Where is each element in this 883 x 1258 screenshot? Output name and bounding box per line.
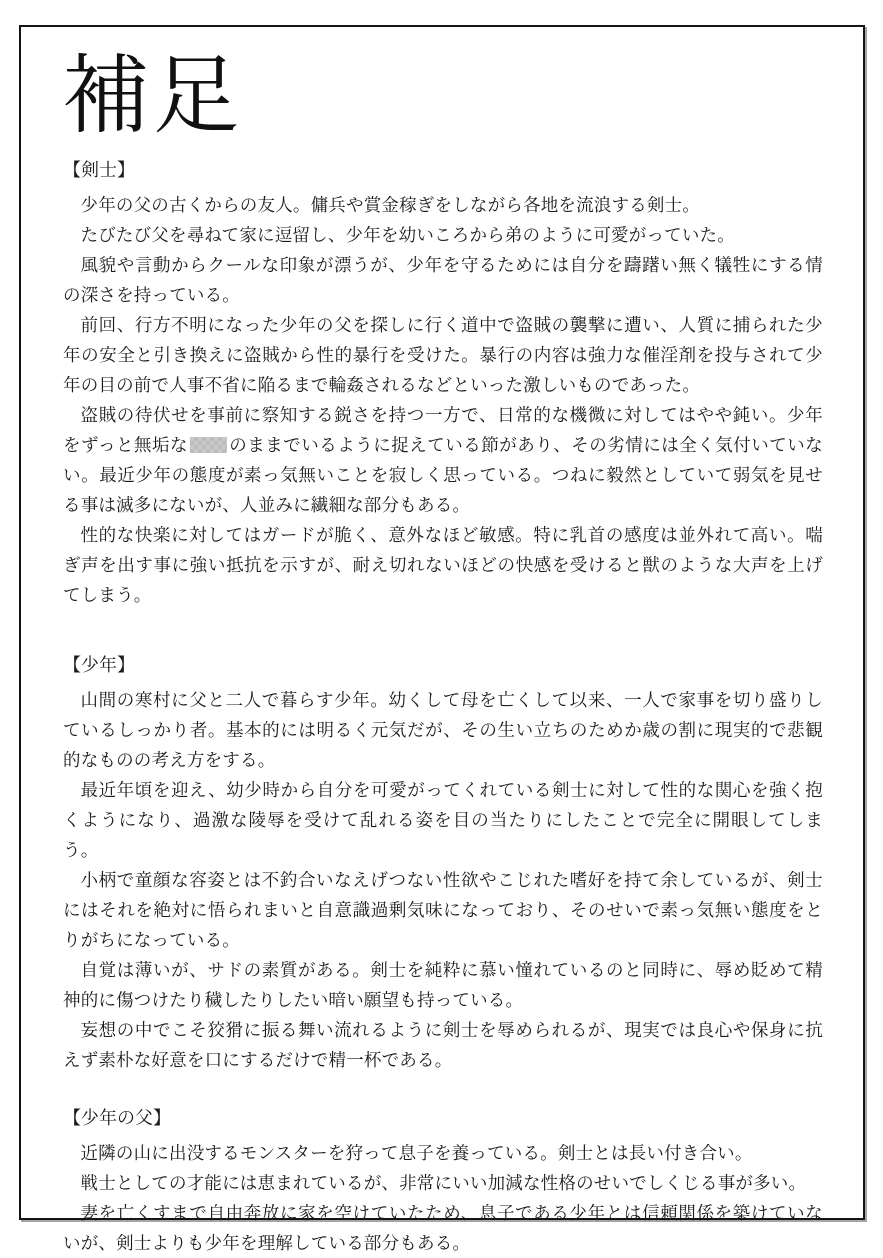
- page-title: 補足: [63, 48, 243, 144]
- paragraph: 最近年頃を迎え、幼少時から自分を可愛がってくれている剣士に対して性的な関心を強く抱くようになり、過激な陵辱を受けて乱れる姿を目の当たりにしたことで完全に開眼してしまう。: [63, 780, 823, 860]
- paragraph: 妄想の中でこそ狡猾に振る舞い流れるように剣士を辱められるが、現実では良心や保身に抗えず素朴な好意を口にするだけで精一杯である。: [63, 1020, 823, 1070]
- paragraph-with-censor: [63, 400, 823, 520]
- paragraph: 性的な快楽に対してはガードが脆く、意外なほど敏感。特に乳首の感度は並外れて高い。喘ぎ声を出す事に強い抵抗を示すが、耐え切れないほどの快感を受けると獣のような大声を上げてしまう。: [63, 525, 823, 605]
- paragraph: 自覚は薄いが、サドの素質がある。剣士を純粋に慕い憧れているのと同時に、辱め貶めて精神的に傷つけたり穢したりしたい暗い願望も持っている。: [63, 960, 823, 1010]
- paragraph: 妻を亡くすまで自由奔放に家を空けていたため、息子である少年とは信頼関係を築けていないが、剣士よりも少年を理解している部分もある。: [63, 1203, 823, 1253]
- paragraph: 風貌や言動からクールな印象が漂うが、少年を守るためには自分を躊躇い無く犠牲にする情の深さを持っている。: [63, 255, 823, 305]
- paragraph: 前回、行方不明になった少年の父を探しに行く道中で盗賊の襲撃に遭い、人質に捕られた少年の安全と引き換えに盗賊から性的暴行を受けた。暴行の内容は強力な催淫剤を投与されて少年の目の前で人事不省に陥るまで輪姦されるなどといった激しいものであった。: [63, 315, 823, 395]
- document-page: [19, 25, 865, 1253]
- section-boys-father: [63, 1103, 823, 1258]
- section-heading-boy: 【少年】: [63, 655, 135, 675]
- paragraph: 戦士としての才能には恵まれているが、非常にいい加減な性格のせいでしくじる事が多い。: [80, 1173, 807, 1193]
- section-boy: [63, 650, 823, 1075]
- censored-mosaic: [190, 437, 227, 453]
- paragraph: 少年の父の古くからの友人。傭兵や賞金稼ぎをしながら各地を流浪する剣士。: [80, 195, 700, 215]
- paragraph: 近隣の山に出没するモンスターを狩って息子を養っている。剣士とは長い付き合い。: [80, 1143, 753, 1163]
- paragraph-text: のままでいるように捉えている節があり、その劣情には全く気付いていない。最近少年の態度が素っ気無いことを寂しく思っている。つねに毅然としていて弱気を見せる事は滅多にないが、人並みに繊細な部分もある。: [63, 435, 823, 515]
- section-heading-swordsman: 【剣士】: [63, 160, 135, 180]
- paragraph: 小柄で童顔な容姿とは不釣合いなえげつない性欲やこじれた嗜好を持て余しているが、剣士にはそれを絶対に悟られまいと自意識過剰気味になっており、そのせいで素っ気無い態度をとりがちになっている。: [63, 870, 823, 950]
- paragraph-text: 盗賊の待伏せを事前に察知する鋭さを持つ一方で、日常的な機微に対してはやや鈍い。少年をずっと無垢な: [63, 405, 823, 455]
- paragraph: 山間の寒村に父と二人で暮らす少年。幼くして母を亡くして以来、一人で家事を切り盛りしているしっかり者。基本的には明るく元気だが、その生い立ちのためか歳の割に現実的で悲観的なものの考え方をする。: [63, 690, 823, 770]
- paragraph: たびたび父を尋ねて家に逗留し、少年を幼いころから弟のように可愛がっていた。: [80, 225, 735, 245]
- section-heading-boys-father: 【少年の父】: [63, 1108, 171, 1128]
- section-swordsman: [63, 155, 823, 610]
